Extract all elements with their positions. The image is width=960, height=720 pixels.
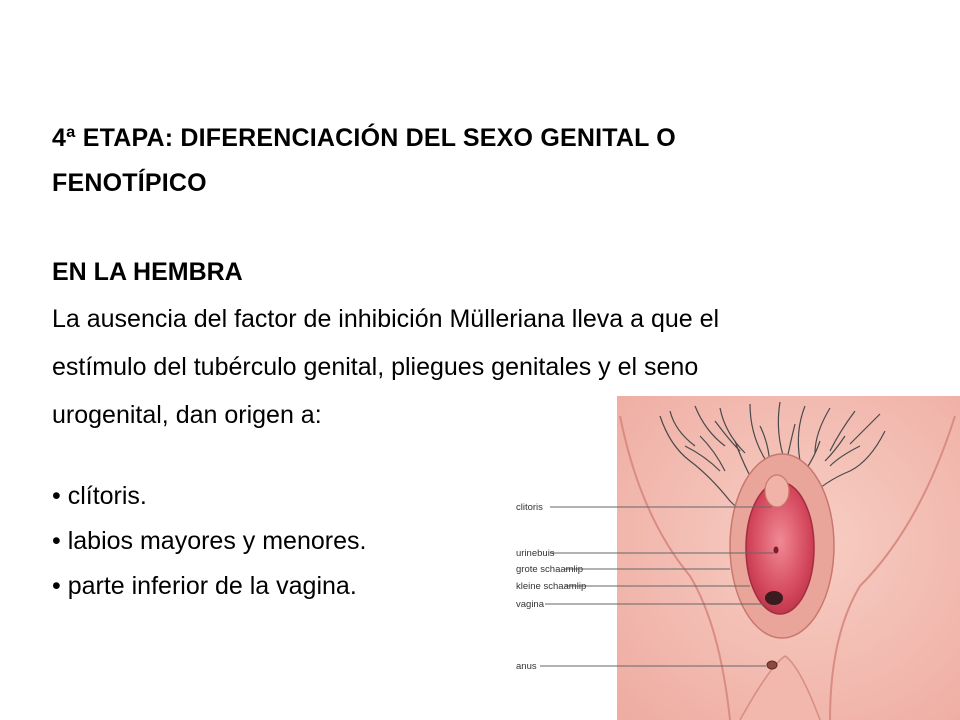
slide-heading bbox=[52, 116, 912, 206]
heading-line-1: 4ª ETAPA: DIFERENCIACIÓN DEL SEXO GENITAL O bbox=[52, 124, 676, 152]
label-grote-schaamlip: grote schaamlip bbox=[516, 564, 584, 575]
label-urinebuis: urinebuis bbox=[516, 548, 555, 559]
label-anus: anus bbox=[516, 661, 537, 672]
vaginal-opening bbox=[765, 591, 783, 605]
paragraph-line-3: urogenital, dan origen a: bbox=[52, 401, 322, 429]
label-clitoris: clitoris bbox=[516, 502, 543, 513]
bullet-item: • clítoris. bbox=[52, 474, 366, 519]
paragraph-line-2: estímulo del tubérculo genital, pliegues genitales y el seno bbox=[52, 353, 699, 381]
anus-mark bbox=[767, 661, 777, 669]
bullet-item: • labios mayores y menores. bbox=[52, 519, 366, 564]
clitoral-hood bbox=[765, 475, 789, 507]
section-subheading: EN LA HEMBRA bbox=[52, 258, 243, 286]
label-vagina: vagina bbox=[516, 599, 544, 610]
paragraph-line-1: La ausencia del factor de inhibición Mülleriana lleva a que el bbox=[52, 305, 720, 333]
heading-line-2: FENOTÍPICO bbox=[52, 169, 207, 197]
bullet-list bbox=[52, 474, 366, 609]
label-kleine-schaamlip: kleine schaamlip bbox=[516, 581, 587, 592]
urethra-opening bbox=[774, 547, 779, 554]
anatomy-illustration-graphic bbox=[500, 396, 960, 720]
bullet-item: • parte inferior de la vagina. bbox=[52, 564, 366, 609]
anatomy-illustration bbox=[500, 396, 960, 720]
